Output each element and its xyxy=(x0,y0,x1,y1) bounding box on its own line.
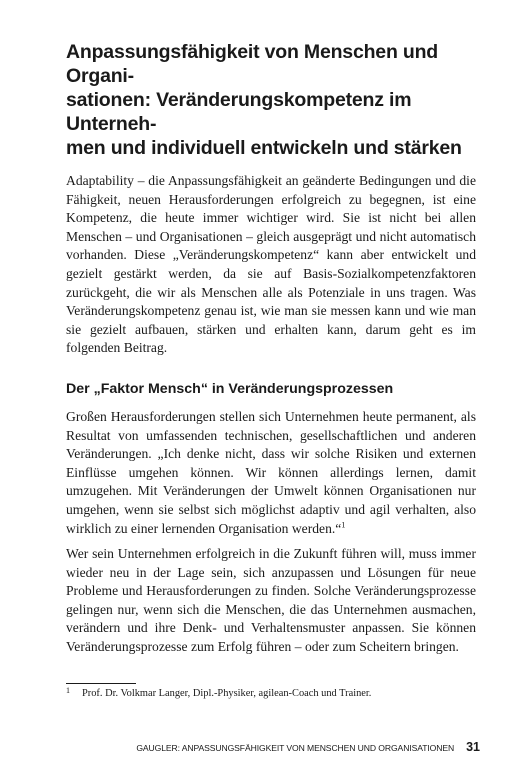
article-body xyxy=(66,40,476,664)
intro-paragraph: Adaptability – die Anpassungsfähigkeit an geänderte Bedingungen und die Fähigkeit, neuen Herausforderungen erfolgreich zu begegnen, ist eine Kompetenz, die heute immer wichtiger wird. Sie ist nicht bei allen Menschen – und Organisationen – gleich ausgeprägt und nicht automatisch vorhanden. Diese „Veränderungskompetenz“ kann aber entwickelt und gezielt gestärkt werden, da sie auf Basis-Sozialkompetenzfaktoren zurückgeht, die wir als Menschen alle als Potenziale in uns tragen. Was Veränderungskompetenz genau ist, wie man sie messen kann und wie man sie gezielt aufbauen, stärken und erhalten kann, darum geht es im folgenden Beitrag. xyxy=(66,173,476,356)
body-paragraph-1 xyxy=(66,408,476,538)
body-paragraph-1-text: Großen Herausforderungen stellen sich Unternehmen heute permanent, als Resultat von umfassenden technischen, gesellschaftlichen und anderen Veränderungen. „Ich denke nicht, dass wir solche Risiken und externen Einflüsse umgehen können. Wir können allerdings lernen, damit umzugehen. Mit Veränderungen der Umwelt können Organisationen nur umgehen, wenn sie selbst sich möglichst adaptiv und agil verhalten, also wirklich zu einer lernenden Organisation werden.“ xyxy=(66,408,476,536)
body-paragraph-2: Wer sein Unternehmen erfolgreich in die Zukunft führen will, muss immer wieder neu in der Lage sein, sich anzupassen und Lösungen für neue Probleme und Herausforderungen zu finden. Solche Veränderungsprozesse gelingen nur, wenn sich die Menschen, die das Unternehmen ausmachen, verändern und ihre Denk- und Verhaltensmuster anpassen. Sie können Veränderungsprozesse zum Erfolg führen – oder zum Scheitern bringen. xyxy=(66,546,476,655)
running-footer xyxy=(136,738,480,756)
article-title: Anpassungsfähigkeit von Menschen und Organi- sationen: Veränderungskompetenz im Unterneh- men und individuell entwickeln und stärken xyxy=(66,41,462,159)
footnote xyxy=(66,687,486,701)
section-heading: Der „Faktor Mensch“ in Veränderungsprozessen xyxy=(66,380,394,397)
running-title: GAUGLER: ANPASSUNGSFÄHIGKEIT VON MENSCHEN UND ORGANISATIONEN xyxy=(136,743,455,753)
footnote-reference: 1 xyxy=(341,518,346,529)
footnote-number: 1 xyxy=(66,686,70,695)
page-number: 31 xyxy=(466,740,480,754)
footnote-text: Prof. Dr. Volkmar Langer, Dipl.-Physiker, agilean-Coach und Trainer. xyxy=(82,688,372,699)
